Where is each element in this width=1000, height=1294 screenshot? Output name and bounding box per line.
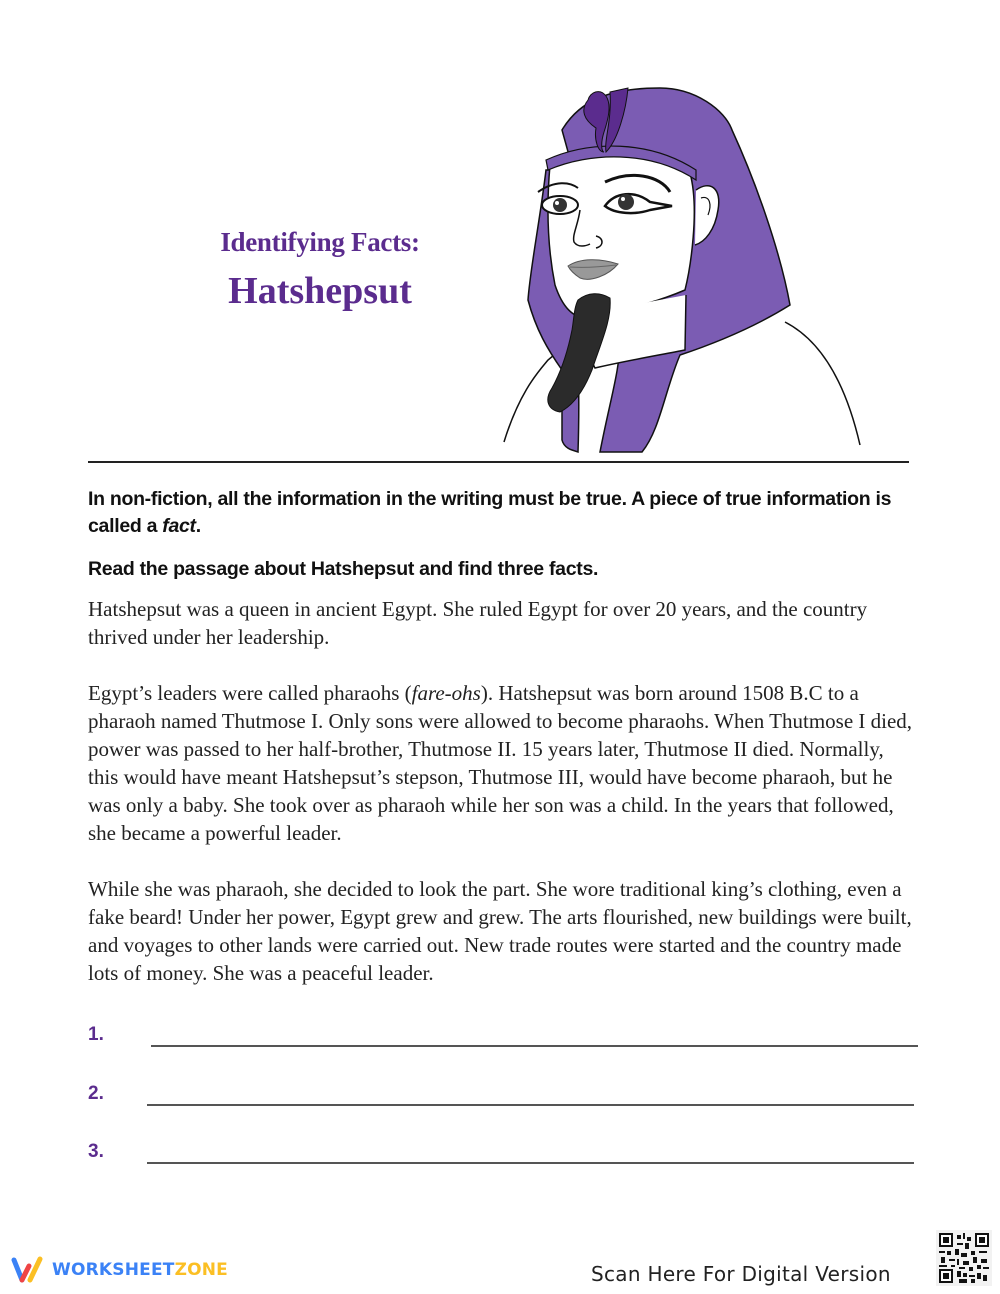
instruction-text: Read the passage about Hatshepsut and find three facts. [88,558,599,580]
answer-row-2 [88,1079,928,1138]
answer-number-2: 2. [88,1082,104,1104]
paragraph-2-start: Egypt’s leaders were called pharaohs ( [88,681,412,705]
qr-code[interactable] [936,1230,992,1286]
answer-section [88,1020,928,1196]
intro-emphasis: fact [162,515,196,537]
title-main: Hatshepsut [228,270,412,312]
section-divider [88,461,909,463]
intro-text [88,486,918,540]
intro-text-end: . [195,515,201,537]
qr-code-icon [939,1233,989,1283]
title-subtitle: Identifying Facts: [220,227,420,257]
intro-text-main: In non-fiction, all the information in the writing must be true. A piece of true information is called a [88,488,892,537]
passage-paragraph-1: Hatshepsut was a queen in ancient Egypt. She ruled Egypt for over 20 years, and the country thrived under her leadership. [88,597,868,649]
answer-number-3: 3. [88,1141,104,1162]
answer-line-3[interactable] [147,1162,914,1164]
worksheet-title [150,222,490,316]
answer-row-1 [88,1020,928,1079]
pronunciation-guide: fare-ohs [411,681,481,705]
answer-line-1[interactable] [151,1045,918,1047]
logo-text-zone: ZONE [174,1260,228,1280]
hatshepsut-illustration [500,70,880,460]
worksheetzone-logo-icon [10,1256,46,1284]
worksheetzone-logo[interactable] [10,1256,228,1284]
passage-paragraph-2 [88,679,918,847]
paragraph-2-rest: ). Hatshepsut was born around 1508 B.C to a pharaoh named Thutmose I. Only sons were allowed to become pharaohs. When Thutmose I died, power was passed to her half-brother, Thutmose II. 15 years later, Thutmose II died. Normally, this would have meant Hatshepsut’s stepson, Thutmose III, would have become pharaoh, but he was only a baby. She took over as pharaoh while her son was a child. In the years that followed, she became a powerful leader. [88,681,913,845]
answer-line-2[interactable] [147,1104,914,1106]
answer-row-3 [88,1137,928,1196]
passage-paragraph-3: While she was pharaoh, she decided to look the part. She wore traditional king’s clothing, even a fake beard! Under her power, Egypt grew and grew. The arts flourished, new buildings were built, and voyages to other lands were carried out. New trade routes were started and the country made lots of money. She was a peaceful leader. [88,877,912,985]
scan-for-digital-text: Scan Here For Digital Version [591,1262,891,1286]
logo-text-worksheet: WORKSHEET [52,1260,175,1280]
answer-number-1: 1. [88,1024,104,1045]
reading-passage [88,595,918,1015]
